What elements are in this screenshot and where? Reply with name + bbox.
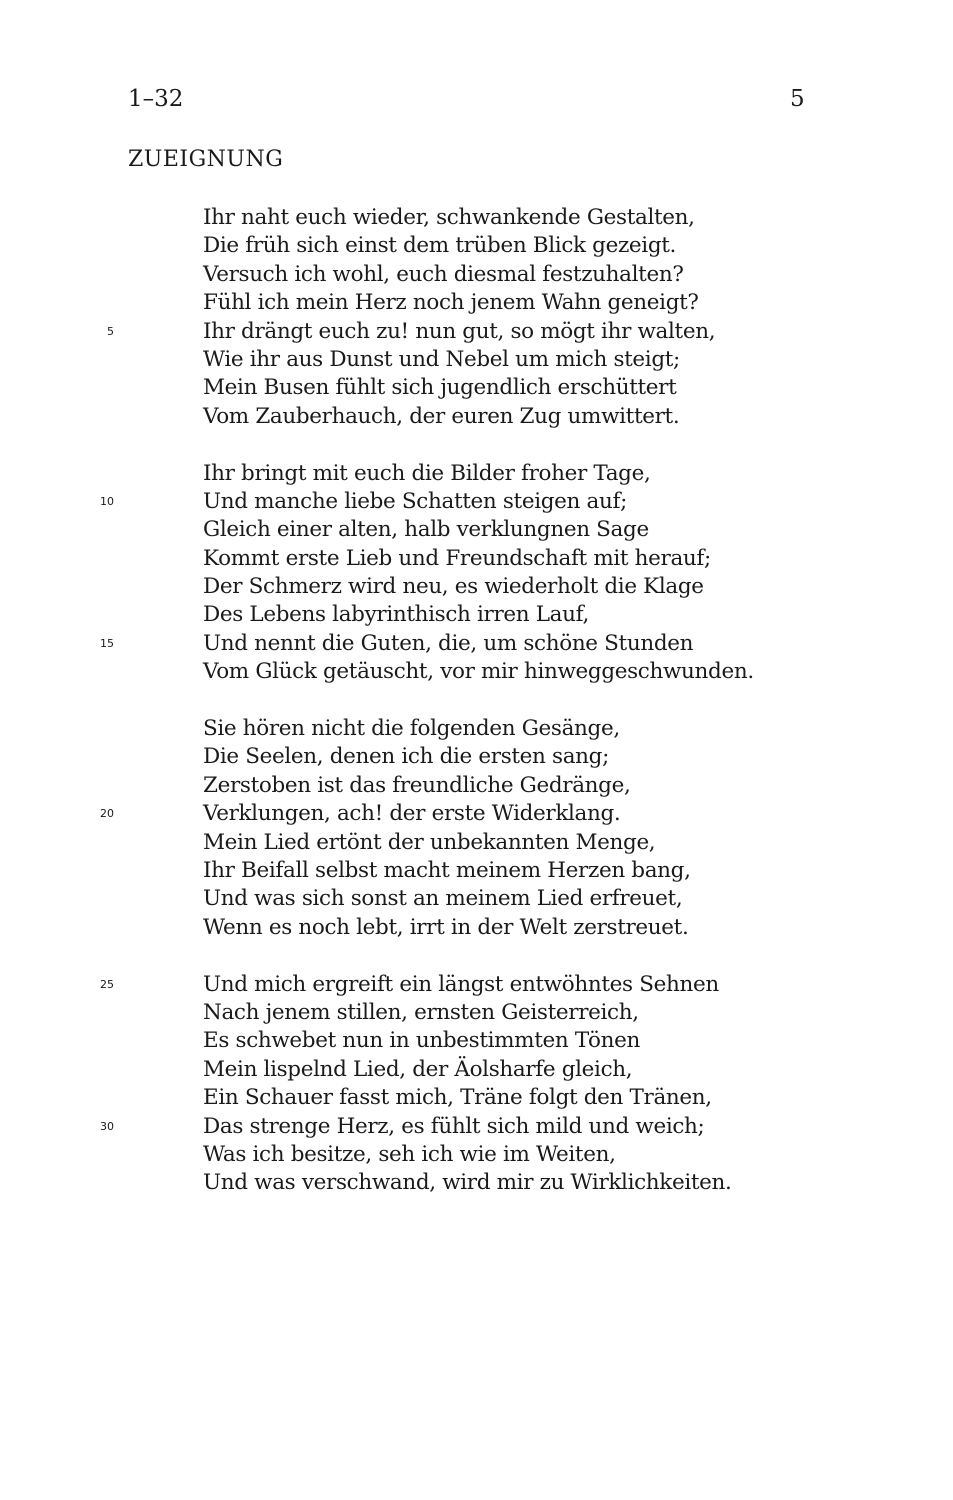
line-number: 5	[107, 324, 114, 338]
verse-line	[0, 1084, 953, 1112]
verse-text: Nach jenem stillen, ernsten Geisterreich,	[203, 999, 639, 1025]
verse-text: Mein Lied ertönt der unbekannten Menge,	[203, 829, 656, 855]
verse-line	[0, 658, 953, 686]
verse-text: Die Seelen, denen ich die ersten sang;	[203, 744, 609, 770]
verse-text: Vom Zauberhauch, der euren Zug umwittert.	[203, 403, 680, 429]
verse-text: Ihr naht euch wieder, schwankende Gestalten,	[203, 205, 695, 230]
verse-line	[0, 261, 953, 289]
line-number: 10	[100, 494, 114, 508]
verse-text: Wie ihr aus Dunst und Nebel um mich steigt;	[203, 346, 680, 372]
verse-text: Vom Glück getäuscht, vor mir hinweggeschwunden.	[203, 659, 754, 685]
verse-text: Ihr bringt mit euch die Bilder froher Tage,	[203, 460, 651, 486]
verse-line	[0, 573, 953, 601]
stanza	[0, 715, 953, 942]
verse-line	[0, 1169, 953, 1197]
verse-line	[0, 1141, 953, 1169]
line-number: 30	[100, 1119, 114, 1133]
verse-line	[0, 829, 953, 857]
verse-line	[0, 999, 953, 1027]
verse-line	[0, 289, 953, 317]
verse-line	[0, 630, 953, 658]
verse-text: Mein Busen fühlt sich jugendlich erschüttert	[203, 375, 677, 401]
verse-line	[0, 516, 953, 544]
verse-text: Es schwebet nun in unbestimmten Tönen	[203, 1028, 640, 1054]
line-number: 20	[100, 807, 114, 821]
verse-text: Die früh sich einst dem trüben Blick gezeigt.	[203, 233, 677, 259]
verse-line	[0, 743, 953, 771]
verse-line	[0, 1113, 953, 1141]
verse-text: Fühl ich mein Herz noch jenem Wahn geneigt?	[203, 290, 699, 316]
verse-text: Und manche liebe Schatten steigen auf;	[203, 488, 627, 514]
verse-line	[0, 800, 953, 828]
verse-line	[0, 885, 953, 913]
verse-text: Und was verschwand, wird mir zu Wirklichkeiten.	[203, 1170, 732, 1196]
page-number: 5	[790, 86, 805, 112]
verse-line	[0, 971, 953, 999]
verse-line	[0, 488, 953, 516]
verse-text: Ihr drängt euch zu! nun gut, so mögt ihr walten,	[203, 318, 716, 344]
verse-text: Und nennt die Guten, die, um schöne Stunden	[203, 630, 694, 656]
verse-line	[0, 374, 953, 402]
stanza	[0, 460, 953, 687]
stanza	[0, 204, 953, 431]
verse-text: Was ich besitze, seh ich wie im Weiten,	[203, 1141, 616, 1167]
verse-line	[0, 1027, 953, 1055]
verse-line	[0, 232, 953, 260]
verse-text: Gleich einer alten, halb verklungnen Sage	[203, 517, 649, 543]
verse-line	[0, 601, 953, 629]
line-number: 15	[100, 636, 114, 650]
stanza	[0, 971, 953, 1198]
verse-text: Das strenge Herz, es fühlt sich mild und weich;	[203, 1113, 705, 1139]
verse-line	[0, 318, 953, 346]
verse-text: Ein Schauer fasst mich, Träne folgt den Tränen,	[203, 1085, 712, 1111]
line-number: 25	[100, 977, 114, 991]
poem-title: ZUEIGNUNG	[128, 147, 284, 172]
verse-text: Mein lispelnd Lied, der Äolsharfe gleich,	[203, 1056, 633, 1082]
verse-line	[0, 857, 953, 885]
verse-text: Kommt erste Lieb und Freundschaft mit herauf;	[203, 545, 711, 571]
verse-text: Ihr Beifall selbst macht meinem Herzen bang,	[203, 857, 691, 883]
verse-line	[0, 403, 953, 431]
verse-text: Versuch ich wohl, euch diesmal festzuhalten?	[203, 261, 684, 287]
verse-line	[0, 346, 953, 374]
verse-text: Sie hören nicht die folgenden Gesänge,	[203, 716, 620, 742]
verse-text: Der Schmerz wird neu, es wiederholt die Klage	[203, 574, 704, 600]
verse-line	[0, 1056, 953, 1084]
verse-line	[0, 204, 953, 232]
verse-line	[0, 460, 953, 488]
verse-line	[0, 715, 953, 743]
verse-line	[0, 914, 953, 942]
verse-text: Des Lebens labyrinthisch irren Lauf,	[203, 602, 589, 628]
verse-line	[0, 772, 953, 800]
verse-text: Verklungen, ach! der erste Widerklang.	[203, 801, 621, 827]
verse-line	[0, 545, 953, 573]
verse-text: Und mich ergreift ein längst entwöhntes Sehnen	[203, 971, 719, 997]
verse-text: Zerstoben ist das freundliche Gedränge,	[203, 772, 631, 798]
verse-text: Wenn es noch lebt, irrt in der Welt zerstreuet.	[203, 914, 689, 940]
page-range: 1–32	[128, 86, 184, 112]
verse-text: Und was sich sonst an meinem Lied erfreuet,	[203, 886, 683, 912]
poem-body	[0, 204, 953, 1226]
